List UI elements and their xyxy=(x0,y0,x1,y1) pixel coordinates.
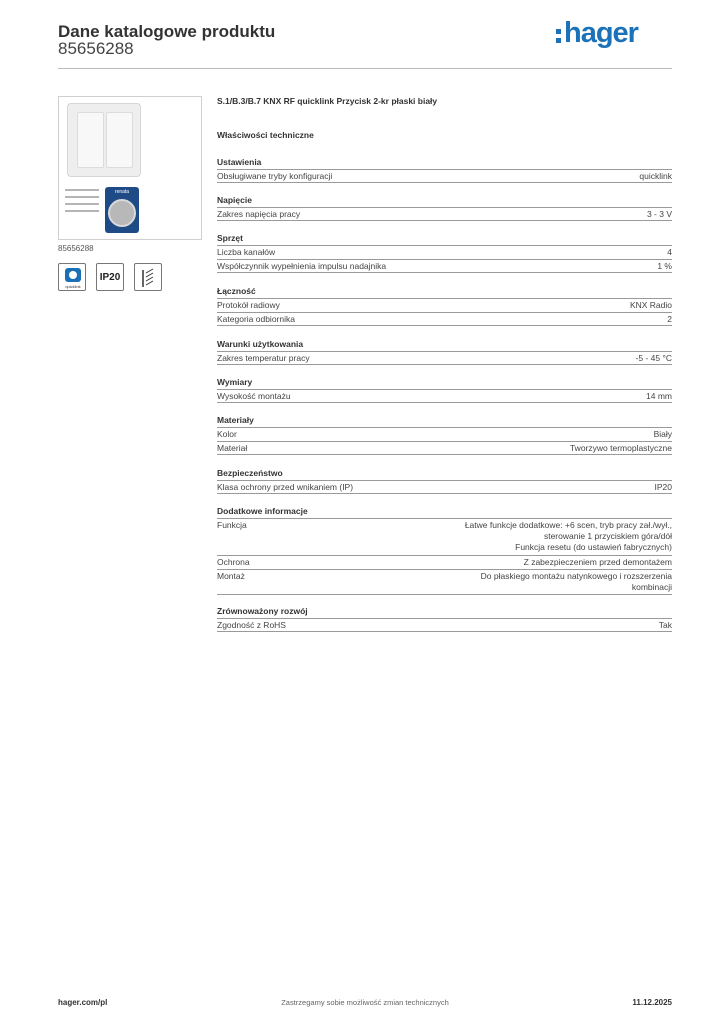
spec-group-title: Ustawienia xyxy=(217,157,262,167)
spec-row xyxy=(217,312,672,326)
footer-disclaimer: Zastrzegamy sobie możliwość zmian technicznych xyxy=(281,998,449,1007)
spec-label: Kolor xyxy=(217,429,237,439)
spec-group xyxy=(217,156,672,183)
spec-value-line: Tworzywo termoplastyczne xyxy=(569,443,672,453)
spec-value-line: kombinacji xyxy=(631,582,672,592)
product-image xyxy=(58,96,202,240)
switch-plate-image xyxy=(67,103,141,177)
spec-group-title: Napięcie xyxy=(217,195,252,205)
surface-mount-icon xyxy=(134,263,162,291)
spec-row xyxy=(217,351,672,365)
battery-image xyxy=(105,187,139,233)
spec-group xyxy=(217,505,672,595)
spec-value xyxy=(646,391,672,402)
spec-value-line: Z zabezpieczeniem przed demontażem xyxy=(523,557,672,567)
spec-group xyxy=(217,376,672,403)
spec-value xyxy=(481,571,672,593)
ip20-badge xyxy=(96,263,124,291)
spec-row xyxy=(217,298,672,312)
spec-row xyxy=(217,618,672,632)
spec-value-line: quicklink xyxy=(639,171,672,181)
spec-label: Zgodność z RoHS xyxy=(217,620,286,630)
spec-group-title: Materiały xyxy=(217,415,254,425)
spec-value xyxy=(570,443,672,454)
header-divider xyxy=(58,68,672,69)
spec-value-line: 14 mm xyxy=(646,391,672,401)
spec-value xyxy=(524,557,672,568)
spec-value xyxy=(647,209,672,220)
spec-value-line: IP20 xyxy=(654,482,672,492)
spec-label: Klasa ochrony przed wnikaniem (IP) xyxy=(217,482,354,492)
spec-group xyxy=(217,285,672,326)
spec-label: Obsługiwane tryby konfiguracji xyxy=(217,171,333,181)
quicklink-badge-label: quicklink xyxy=(65,284,81,289)
spec-group-title: Wymiary xyxy=(217,377,253,387)
spec-group xyxy=(217,194,672,221)
spec-value-line: KNX Radio xyxy=(629,300,672,310)
document-number: 85656288 xyxy=(58,39,134,58)
spec-value xyxy=(655,482,673,493)
spec-row xyxy=(217,389,672,403)
logo-dots-icon xyxy=(556,29,562,47)
spec-row xyxy=(217,569,672,595)
logo-text: hager xyxy=(564,17,638,49)
spec-value xyxy=(630,300,672,311)
spec-value-line: Do płaskiego montażu natynkowego i rozszerzenia xyxy=(480,571,672,581)
spec-label: Ochrona xyxy=(217,557,250,567)
spec-value-line: 4 xyxy=(667,247,672,257)
spec-label: Protokół radiowy xyxy=(217,300,280,310)
spec-group-title: Warunki użytkowania xyxy=(217,339,304,349)
screws-image xyxy=(65,187,101,221)
spec-group-title: Dodatkowe informacje xyxy=(217,506,308,516)
spec-value-line: -5 - 45 °C xyxy=(635,353,672,363)
spec-row xyxy=(217,427,672,441)
quicklink-badge xyxy=(58,263,86,291)
spec-value-line: Tak xyxy=(658,620,672,630)
spec-group xyxy=(217,605,672,632)
spec-row xyxy=(217,480,672,494)
footer-date: 11.12.2025 xyxy=(632,998,672,1007)
spec-label: Kategoria odbiornika xyxy=(217,314,295,324)
spec-value xyxy=(667,314,672,325)
page-header xyxy=(58,17,672,70)
image-caption-sku: 85656288 xyxy=(58,244,94,253)
rocker-right xyxy=(106,112,133,168)
spec-row xyxy=(217,441,672,455)
spec-label: Funkcja xyxy=(217,520,247,530)
coin-cell-icon xyxy=(108,199,136,227)
document-title: Dane katalogowe produktu xyxy=(58,22,276,41)
spec-group-title: Sprzęt xyxy=(217,233,243,243)
spec-label: Zakres temperatur pracy xyxy=(217,353,310,363)
spec-label: Wysokość montażu xyxy=(217,391,291,401)
spec-value-line: Funkcja resetu (do ustawień fabrycznych) xyxy=(515,542,672,552)
quicklink-icon xyxy=(65,268,81,282)
spec-value xyxy=(654,429,672,440)
spec-row xyxy=(217,259,672,273)
spec-value xyxy=(659,620,672,631)
footer-website-link[interactable]: hager.com/pl xyxy=(58,998,108,1007)
spec-value xyxy=(465,520,672,553)
battery-brand: renata xyxy=(114,189,130,195)
spec-group xyxy=(217,338,672,365)
spec-label: Współczynnik wypełnienia impulsu nadajnika xyxy=(217,261,387,271)
spec-value-line: Biały xyxy=(653,429,672,439)
spec-label: Materiał xyxy=(217,443,248,453)
spec-value-line: 1 % xyxy=(657,261,672,271)
spec-group xyxy=(217,414,672,455)
ip20-badge-label: IP20 xyxy=(99,272,121,283)
hager-logo xyxy=(556,17,656,50)
spec-value xyxy=(639,171,672,182)
spec-label: Liczba kanałów xyxy=(217,247,276,257)
spec-row xyxy=(217,207,672,221)
spec-group-title: Zrównoważony rozwój xyxy=(217,606,308,616)
rocker-left xyxy=(77,112,104,168)
product-name: S.1/B.3/B.7 KNX RF quicklink Przycisk 2-kr płaski biały xyxy=(217,96,438,106)
spec-group-title: Bezpieczeństwo xyxy=(217,468,283,478)
spec-value-line: 2 xyxy=(667,314,672,324)
spec-row xyxy=(217,169,672,183)
page-footer xyxy=(58,998,672,1010)
spec-row xyxy=(217,245,672,259)
spec-label: Zakres napięcia pracy xyxy=(217,209,301,219)
spec-group-title: Łączność xyxy=(217,286,256,296)
spec-row xyxy=(217,518,672,555)
spec-value-line: Łatwe funkcje dodatkowe: +6 scen, tryb pracy zał./wył., xyxy=(464,520,672,530)
spec-group xyxy=(217,232,672,273)
spec-value xyxy=(667,247,672,258)
spec-value xyxy=(657,261,672,272)
section-title: Właściwości techniczne xyxy=(217,130,314,140)
spec-value-line: 3 - 3 V xyxy=(646,209,672,219)
spec-value xyxy=(636,353,672,364)
spec-row xyxy=(217,555,672,569)
spec-group xyxy=(217,467,672,494)
spec-label: Montaż xyxy=(217,571,245,581)
spec-value-line: sterowanie 1 przyciskiem góra/dół xyxy=(543,531,672,541)
